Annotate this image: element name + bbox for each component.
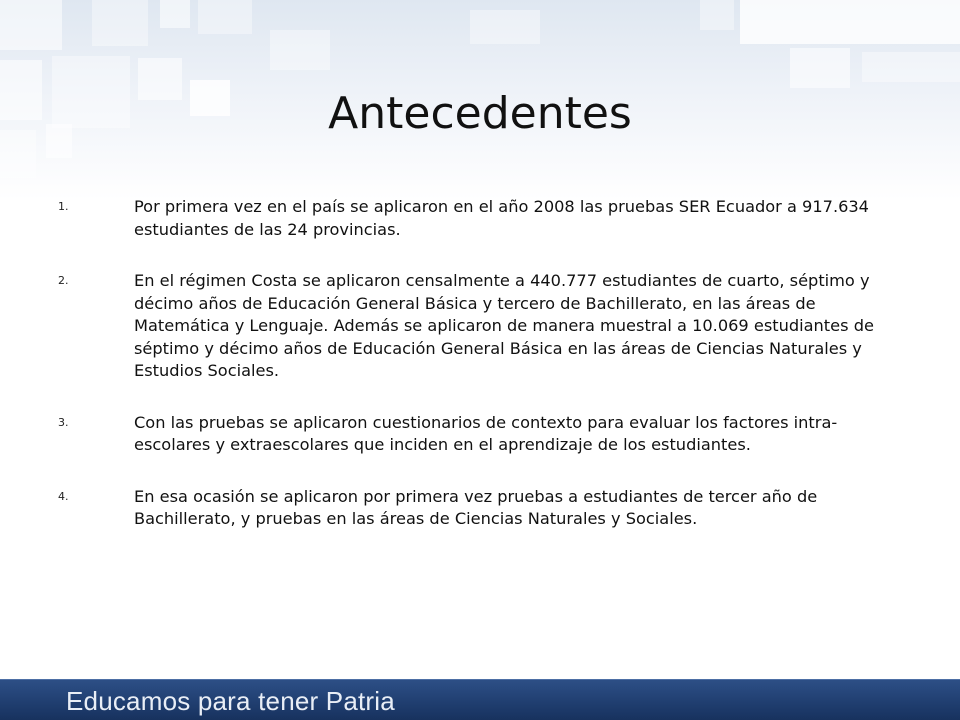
list-item-number: 1.	[58, 200, 69, 213]
decorative-square	[92, 0, 148, 46]
list-item-text: En el régimen Costa se aplicaron censalmente a 440.777 estudiantes de cuarto, séptimo y décimo años de Educación General Básica y tercero de Bachillerato, en las áreas de Matemática y Lenguaje. Además se aplicaron de manera muestral a 10.069 estudiantes de séptimo y décimo años de Educación General Básica en las áreas de Ciencias Naturales y Estudios Sociales.	[134, 271, 874, 380]
decorative-square	[160, 0, 190, 28]
list-item-text: Por primera vez en el país se aplicaron en el año 2008 las pruebas SER Ecuador a 917.634 estudiantes de las 24 provincias.	[134, 197, 869, 239]
decorative-square	[270, 30, 330, 70]
numbered-list	[58, 196, 908, 560]
decorative-square	[700, 0, 734, 30]
decorative-square	[470, 10, 540, 44]
list-item	[58, 412, 908, 457]
footer-banner	[0, 679, 960, 720]
list-item-text: Con las pruebas se aplicaron cuestionarios de contexto para evaluar los factores intra-escolares y extraescolares que inciden en el aprendizaje de los estudiantes.	[134, 412, 838, 454]
decorative-square	[0, 0, 62, 50]
decorative-square	[198, 0, 252, 34]
list-item	[58, 486, 908, 531]
decorative-square	[790, 48, 850, 88]
slide-title: Antecedentes	[328, 88, 632, 139]
list-item-number: 2.	[58, 274, 69, 287]
footer-slogan: Educamos para tener Patria	[66, 686, 395, 716]
decorative-square	[740, 0, 960, 44]
list-item-number: 3.	[58, 415, 69, 429]
decorative-square	[862, 52, 960, 82]
list-item	[58, 270, 908, 383]
list-item	[58, 196, 908, 241]
list-item-text: En esa ocasión se aplicaron por primera vez pruebas a estudiantes de tercer año de Bachillerato, y pruebas en las áreas de Ciencias Naturales y Sociales.	[134, 486, 818, 528]
list-item-number: 4.	[58, 489, 69, 503]
